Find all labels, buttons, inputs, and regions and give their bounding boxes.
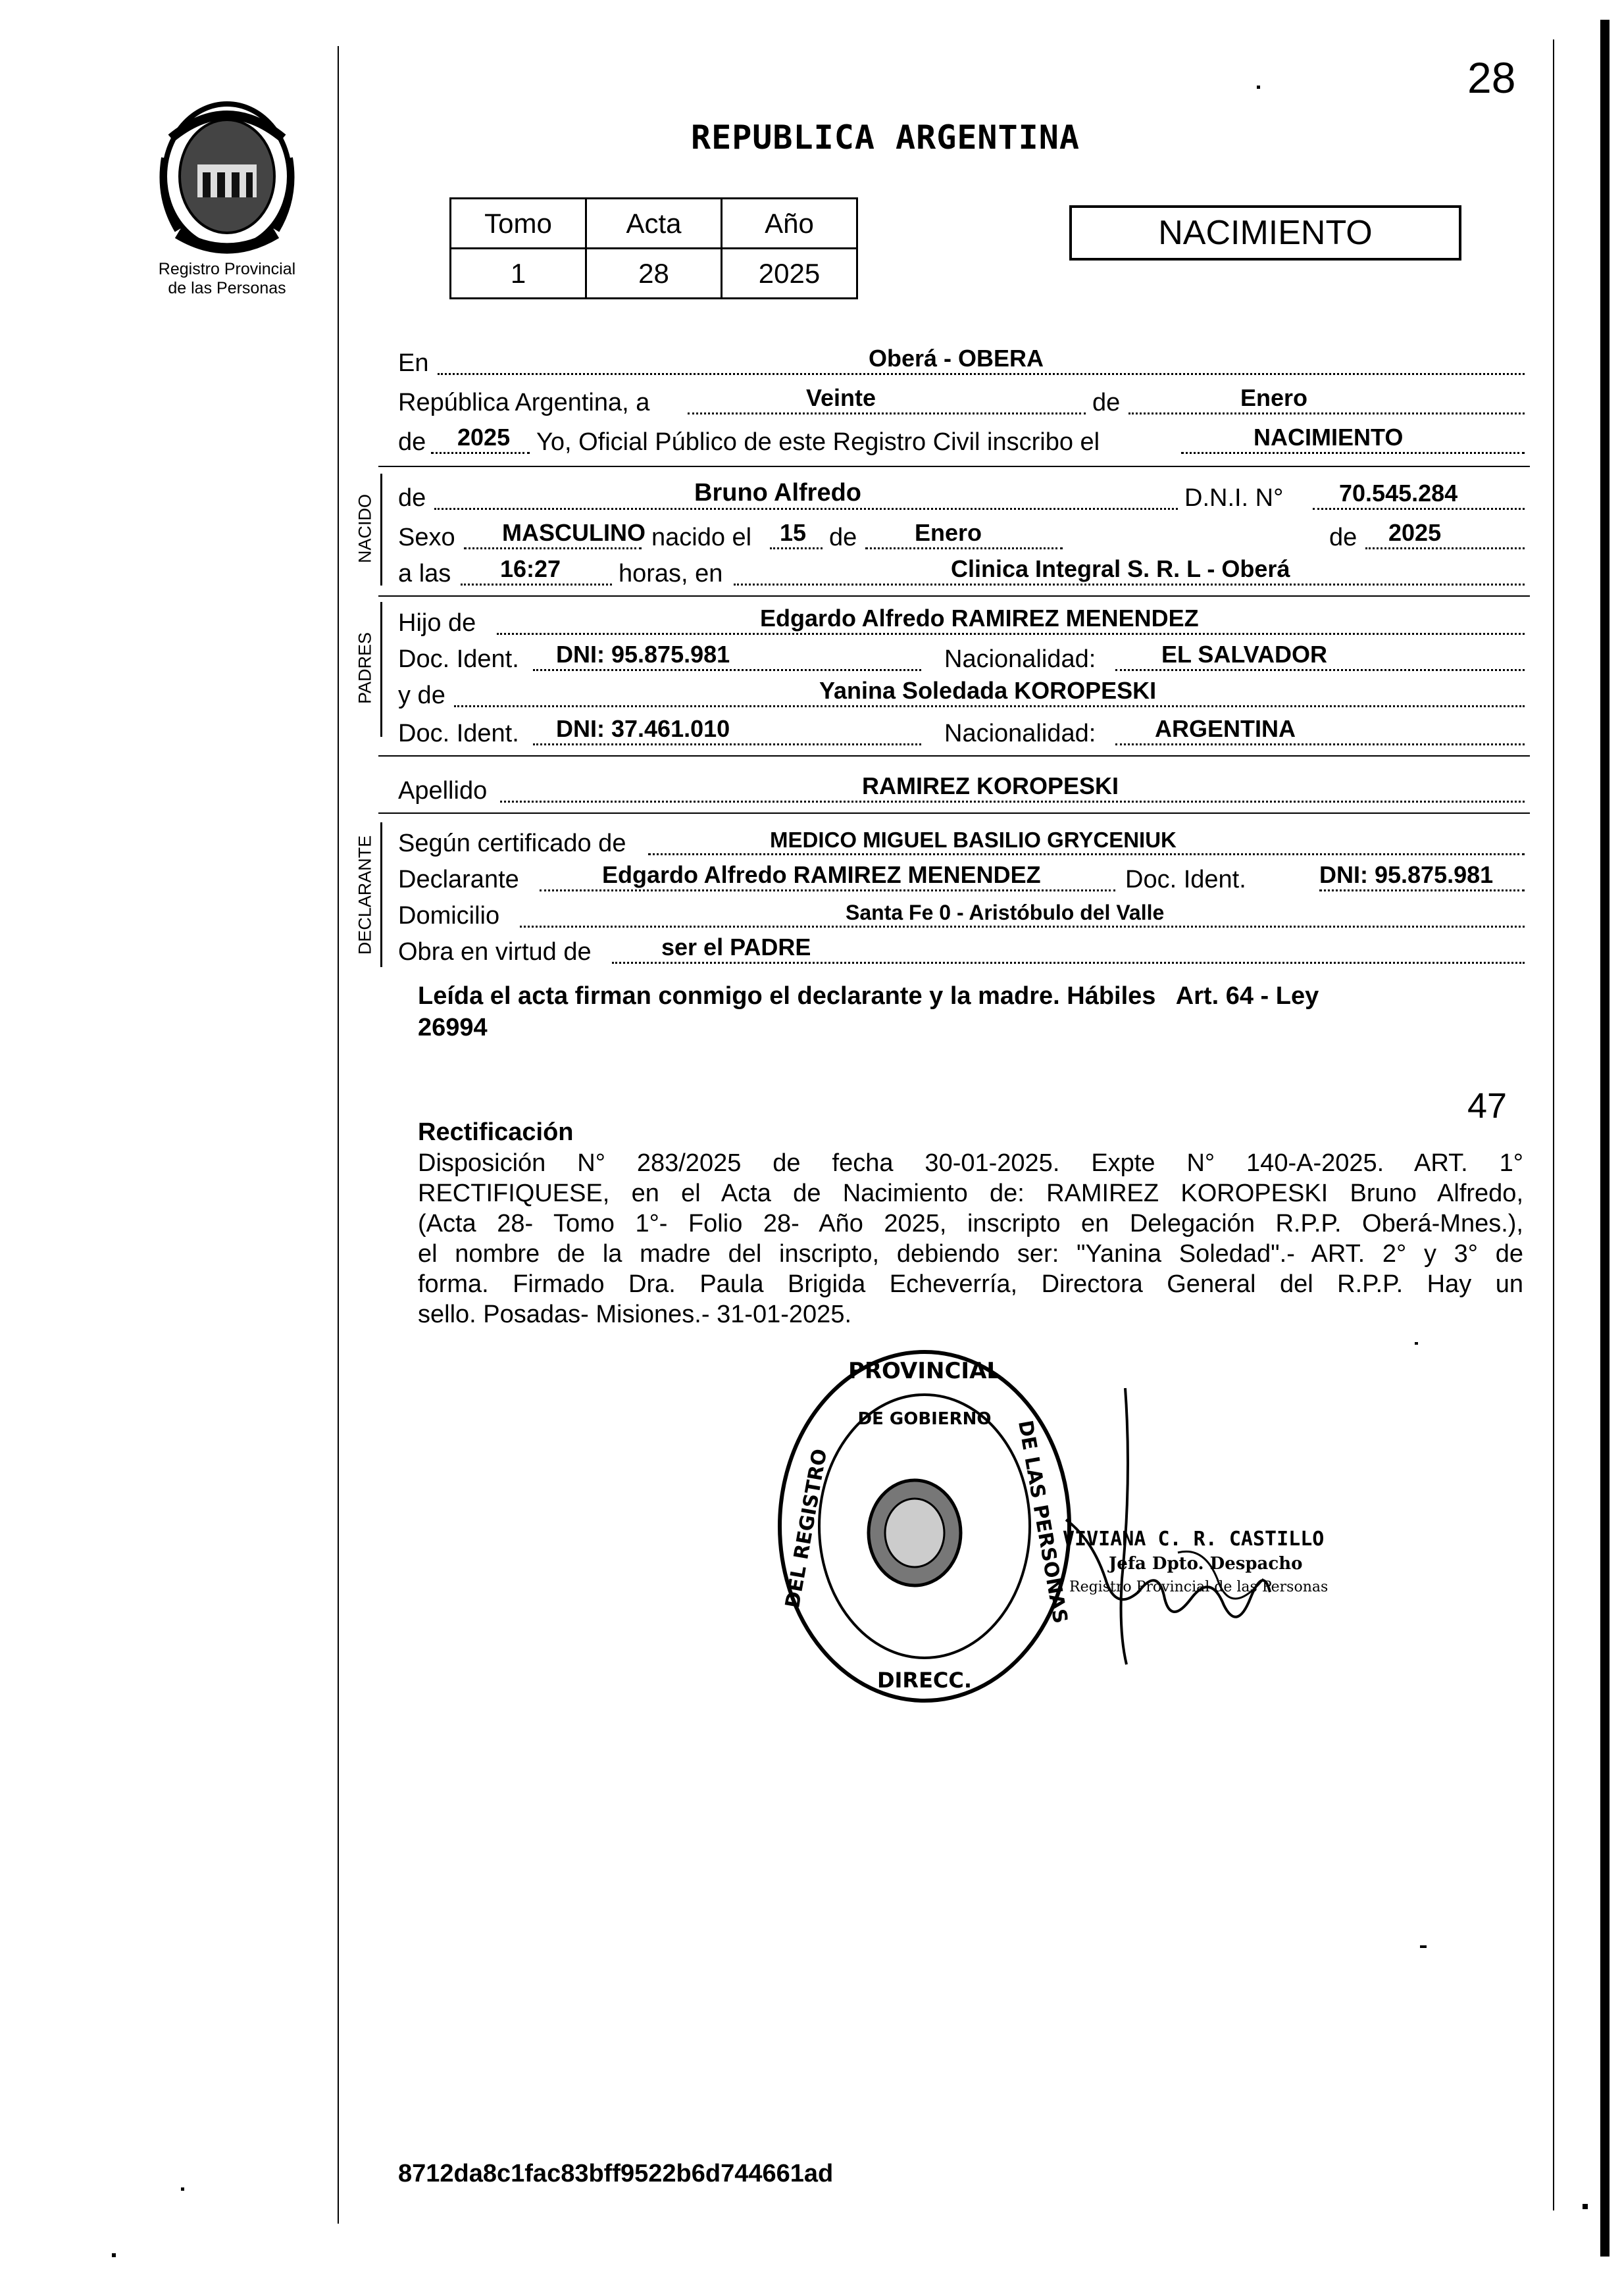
signer-name: VIVIANA C. R. CASTILLO	[1063, 1528, 1325, 1551]
official-stamp	[773, 1345, 1076, 1707]
svg-text:PROVINCIAL: PROVINCIAL	[848, 1358, 1001, 1384]
label-doc-ident-padre: Doc. Ident.	[398, 645, 519, 673]
province-seal-emblem	[151, 99, 303, 257]
label-nacionalidad-padre: Nacionalidad:	[944, 645, 1096, 673]
right-margin-rule	[1553, 39, 1554, 2210]
label-horas-en: horas, en	[619, 560, 723, 587]
value-madre-doc: DNI: 37.461.010	[556, 715, 730, 742]
speck-mark	[1420, 1945, 1427, 1948]
label-obra-en-virtud: Obra en virtud de	[398, 938, 592, 966]
rectification-line: RECTIFIQUESE, en el Acta de Nacimiento de: RAMIREZ KOROPESKI Bruno Alfredo,	[418, 1180, 1523, 1207]
dots	[865, 547, 1063, 549]
row-nombre	[398, 477, 1525, 514]
value-hora: 16:27	[500, 555, 561, 582]
value-nacido-mes: Enero	[915, 519, 982, 546]
dots	[461, 584, 612, 586]
value-padre-nacionalidad: EL SALVADOR	[1161, 641, 1328, 668]
rectification-number: 47	[1467, 1086, 1508, 1126]
declarante-section-bar	[380, 822, 382, 967]
label-de: de	[1092, 389, 1121, 416]
value-localidad: Oberá - OBERA	[869, 345, 1044, 372]
speck-mark	[181, 2187, 184, 2191]
row-fecha-inscripcion	[398, 382, 1525, 418]
row-hijo-de	[398, 602, 1525, 639]
value-dni: 70.545.284	[1339, 480, 1458, 507]
closing-statement	[418, 980, 1536, 1043]
label-dni: D.N.I. N°	[1184, 484, 1284, 512]
dots	[1313, 508, 1525, 510]
value-sexo: MASCULINO	[502, 519, 646, 546]
separator	[378, 812, 1530, 814]
registry-name-line1: Registro Provincial	[158, 260, 296, 278]
label-yo-oficial: Yo, Oficial Público de este Registro Civil inscribo el	[536, 428, 1100, 456]
rectification-line: (Acta 28- Tomo 1°- Folio 28- Año 2025, inscripto en Delegación R.P.P. Oberá-Mnes.),	[418, 1210, 1523, 1237]
label-doc-ident-madre: Doc. Ident.	[398, 720, 519, 747]
dots	[1128, 412, 1525, 414]
dots	[1115, 743, 1525, 745]
row-padre-doc	[398, 638, 1525, 675]
label-hijo-de: Hijo de	[398, 609, 476, 637]
registry-name-line2: de las Personas	[168, 279, 286, 297]
dots	[1319, 889, 1525, 891]
separator	[378, 755, 1530, 757]
separator	[378, 466, 1530, 467]
svg-text:DE LAS PERSONAS: DE LAS PERSONAS	[1013, 1418, 1072, 1626]
value-obra-en-virtud: ser el PADRE	[661, 934, 811, 961]
value-certificado: MEDICO MIGUEL BASILIO GRYCENIUK	[770, 828, 1177, 852]
page-number: 28	[1467, 53, 1516, 102]
rectification-line: Disposición N° 283/2025 de fecha 30-01-2025. Expte N° 140-A-2025. ART. 1°	[418, 1149, 1523, 1177]
value-inscribo: NACIMIENTO	[1254, 424, 1404, 451]
dots	[533, 669, 921, 671]
value-nacido-anio: 2025	[1388, 519, 1442, 546]
row-apellido	[398, 770, 1525, 807]
dots	[431, 452, 530, 454]
dots	[464, 547, 642, 549]
row-obra-en-virtud	[398, 931, 1525, 968]
row-madre-doc	[398, 712, 1525, 749]
svg-text:DE GOBIERNO: DE GOBIERNO	[857, 1409, 992, 1429]
dots	[688, 412, 1086, 414]
dots	[540, 889, 1115, 891]
anio-header: Año	[722, 199, 857, 249]
tomo-value: 1	[451, 249, 586, 299]
label-de-nombre: de	[398, 484, 426, 512]
value-lugar: Clinica Integral S. R. L - Oberá	[951, 555, 1290, 582]
dots	[454, 705, 1525, 707]
reference-table	[449, 197, 858, 299]
dots	[438, 373, 1525, 375]
value-madre-nacionalidad: ARGENTINA	[1155, 715, 1296, 742]
speck-mark	[1583, 2204, 1588, 2209]
document-hash: 8712da8c1fac83bff9522b6d744661ad	[398, 2160, 834, 2187]
dots	[734, 584, 1525, 586]
label-republica: República Argentina, a	[398, 389, 650, 416]
label-y-de: y de	[398, 682, 445, 709]
dots	[648, 853, 1525, 855]
row-en	[398, 342, 1525, 379]
rectification-line-last: sello. Posadas- Misiones.- 31-01-2025.	[418, 1301, 852, 1328]
label-sexo: Sexo	[398, 524, 455, 551]
dots	[1365, 547, 1525, 549]
closing-statement-line1: Leída el acta firman conmigo el declarante y la madre. Hábiles Art. 64 - Ley	[418, 982, 1319, 1010]
row-declarante	[398, 859, 1525, 895]
record-type-box: NACIMIENTO	[1069, 205, 1461, 261]
nacido-section-bar	[380, 474, 382, 586]
value-nombre: Bruno Alfredo	[694, 479, 862, 507]
signature-scribble	[1053, 1382, 1329, 1671]
speck-mark	[1415, 1342, 1418, 1345]
reference-table-value-row	[451, 249, 857, 299]
label-a-las: a las	[398, 560, 451, 587]
reference-table-header-row	[451, 199, 857, 249]
value-apellido: RAMIREZ KOROPESKI	[862, 772, 1119, 799]
row-inscribo	[398, 421, 1525, 458]
right-edge-bar	[1600, 20, 1609, 2257]
label-nacionalidad-madre: Nacionalidad:	[944, 720, 1096, 747]
dots	[533, 743, 921, 745]
label-de-nacido-mes: de	[829, 524, 857, 551]
svg-text:DEL REGISTRO: DEL REGISTRO	[781, 1447, 832, 1610]
dots	[434, 508, 1178, 510]
left-margin-rule	[338, 46, 339, 2224]
rectification-body	[418, 1148, 1523, 1330]
label-de-anio: de	[398, 428, 426, 456]
value-madre: Yanina Soledada KOROPESKI	[819, 677, 1157, 704]
separator	[378, 595, 1530, 597]
value-anio: 2025	[457, 424, 511, 451]
dots	[612, 962, 1525, 964]
acta-header: Acta	[586, 199, 722, 249]
value-nacido-dia: 15	[780, 519, 807, 546]
tomo-header: Tomo	[451, 199, 586, 249]
svg-text:DIRECC.: DIRECC.	[876, 1668, 973, 1693]
document-title: REPUBLICA ARGENTINA	[691, 118, 1080, 157]
label-domicilio: Domicilio	[398, 902, 500, 930]
rectification-line: forma. Firmado Dra. Paula Brigida Echeverría, Directora General del R.P.P. Hay un	[418, 1270, 1523, 1298]
row-domicilio	[398, 895, 1525, 932]
speck-mark	[112, 2253, 116, 2257]
label-de-nacido-anio: de	[1329, 524, 1357, 551]
side-label-padres: PADRES	[355, 632, 375, 705]
side-label-nacido: NACIDO	[355, 494, 375, 564]
dots	[1181, 452, 1525, 454]
value-declarante-doc: DNI: 95.875.981	[1319, 861, 1494, 888]
label-en: En	[398, 349, 429, 377]
value-declarante: Edgardo Alfredo RAMIREZ MENENDEZ	[602, 861, 1041, 888]
value-dia: Veinte	[806, 384, 876, 411]
label-nacido-el: nacido el	[651, 524, 752, 551]
value-padre: Edgardo Alfredo RAMIREZ MENENDEZ	[760, 605, 1199, 632]
label-segun-certificado: Según certificado de	[398, 830, 626, 857]
dots	[520, 926, 1525, 928]
label-declarante: Declarante	[398, 866, 519, 893]
rectification-line: el nombre de la madre del inscripto, debiendo ser: "Yanina Soledad".- ART. 2° y 3° de	[418, 1240, 1523, 1268]
anio-value: 2025	[722, 249, 857, 299]
label-apellido: Apellido	[398, 777, 488, 805]
registry-name	[105, 260, 349, 298]
signer-title: Jefa Dpto. Despacho	[1109, 1554, 1303, 1574]
label-doc-ident-declarante: Doc. Ident.	[1125, 866, 1246, 893]
value-padre-doc: DNI: 95.875.981	[556, 641, 730, 668]
value-mes: Enero	[1240, 384, 1308, 411]
closing-statement-line2: 26994	[418, 1014, 488, 1041]
signer-organization: Registro Provincial de las Personas	[1069, 1579, 1329, 1595]
dots	[497, 633, 1525, 635]
dots	[770, 547, 823, 549]
dots	[500, 801, 1525, 803]
acta-value: 28	[586, 249, 722, 299]
padres-section-bar	[380, 602, 382, 737]
row-sexo-nacido	[398, 516, 1525, 553]
rectification-heading: Rectificación	[418, 1118, 574, 1146]
side-label-declarante: DECLARANTE	[355, 835, 375, 955]
row-segun-certificado	[398, 822, 1525, 859]
speck-mark	[1257, 86, 1260, 89]
row-hora-lugar	[398, 553, 1525, 589]
value-domicilio: Santa Fe 0 - Aristóbulo del Valle	[846, 901, 1165, 924]
row-y-de	[398, 674, 1525, 711]
dots	[1115, 669, 1525, 671]
